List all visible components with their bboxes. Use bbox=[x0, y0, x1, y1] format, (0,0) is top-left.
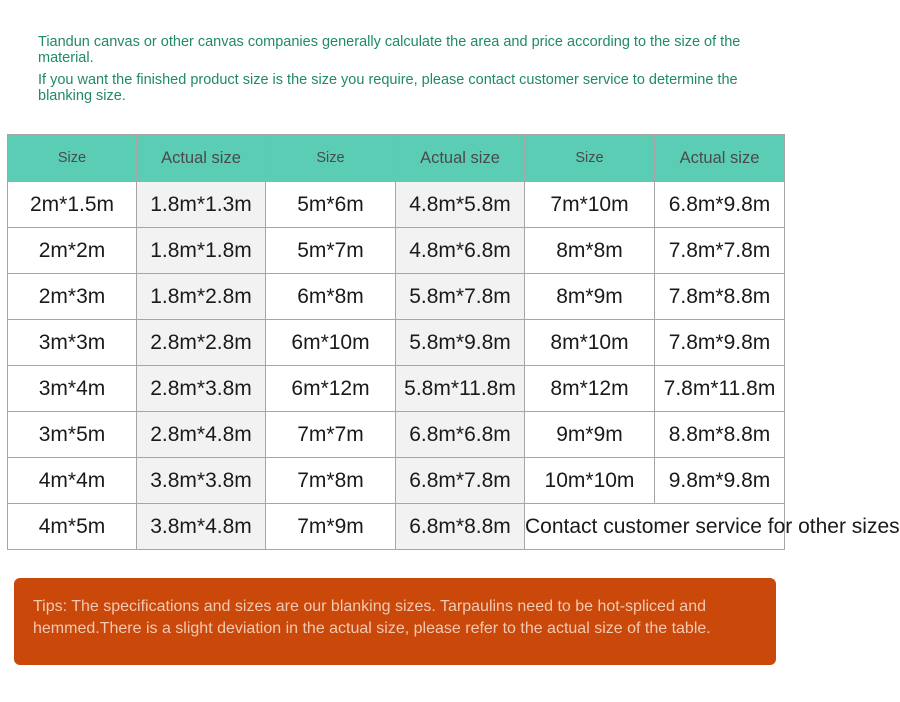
size-cell: 8m*10m bbox=[525, 320, 655, 366]
actual-size-cell: 4.8m*6.8m bbox=[396, 228, 525, 274]
header-size: Size bbox=[525, 135, 655, 182]
size-cell: 7m*8m bbox=[266, 458, 396, 504]
size-cell: 8m*9m bbox=[525, 274, 655, 320]
actual-size-cell: 2.8m*4.8m bbox=[137, 412, 266, 458]
actual-size-cell: 4.8m*5.8m bbox=[396, 182, 525, 228]
actual-size-cell: 3.8m*3.8m bbox=[137, 458, 266, 504]
size-table bbox=[7, 134, 900, 550]
contact-service-note: Contact customer service for other sizes bbox=[525, 504, 785, 550]
table-row bbox=[8, 366, 785, 412]
size-cell: 7m*10m bbox=[525, 182, 655, 228]
actual-size-cell: 3.8m*4.8m bbox=[137, 504, 266, 550]
actual-size-cell: 7.8m*9.8m bbox=[655, 320, 785, 366]
actual-size-cell: 1.8m*1.3m bbox=[137, 182, 266, 228]
actual-size-cell: 5.8m*7.8m bbox=[396, 274, 525, 320]
actual-size-cell: 1.8m*1.8m bbox=[137, 228, 266, 274]
size-cell: 3m*4m bbox=[8, 366, 137, 412]
table-row bbox=[8, 458, 785, 504]
size-cell: 4m*4m bbox=[8, 458, 137, 504]
size-cell: 3m*5m bbox=[8, 412, 137, 458]
actual-size-cell: 5.8m*11.8m bbox=[396, 366, 525, 412]
actual-size-cell: 6.8m*9.8m bbox=[655, 182, 785, 228]
size-cell: 4m*5m bbox=[8, 504, 137, 550]
table-row bbox=[8, 274, 785, 320]
actual-size-cell: 7.8m*11.8m bbox=[655, 366, 785, 412]
size-cell: 6m*8m bbox=[266, 274, 396, 320]
intro-text bbox=[38, 34, 758, 110]
actual-size-cell: 1.8m*2.8m bbox=[137, 274, 266, 320]
actual-size-cell: 6.8m*8.8m bbox=[396, 504, 525, 550]
size-cell: 2m*3m bbox=[8, 274, 137, 320]
size-cell: 10m*10m bbox=[525, 458, 655, 504]
size-cell: 8m*8m bbox=[525, 228, 655, 274]
header-actual-size: Actual size bbox=[396, 135, 525, 182]
actual-size-cell: 7.8m*8.8m bbox=[655, 274, 785, 320]
size-cell: 6m*10m bbox=[266, 320, 396, 366]
size-cell: 8m*12m bbox=[525, 366, 655, 412]
actual-size-cell: 2.8m*2.8m bbox=[137, 320, 266, 366]
actual-size-cell: 8.8m*8.8m bbox=[655, 412, 785, 458]
table-row bbox=[8, 412, 785, 458]
actual-size-cell: 6.8m*7.8m bbox=[396, 458, 525, 504]
table-row bbox=[8, 504, 785, 550]
size-cell: 3m*3m bbox=[8, 320, 137, 366]
table-header-row bbox=[8, 135, 785, 182]
actual-size-cell: 5.8m*9.8m bbox=[396, 320, 525, 366]
table-row bbox=[8, 320, 785, 366]
size-cell: 7m*7m bbox=[266, 412, 396, 458]
actual-size-cell: 9.8m*9.8m bbox=[655, 458, 785, 504]
actual-size-cell: 7.8m*7.8m bbox=[655, 228, 785, 274]
table-row bbox=[8, 228, 785, 274]
table-row bbox=[8, 182, 785, 228]
header-size: Size bbox=[266, 135, 396, 182]
actual-size-cell: 6.8m*6.8m bbox=[396, 412, 525, 458]
size-cell: 9m*9m bbox=[525, 412, 655, 458]
header-actual-size: Actual size bbox=[137, 135, 266, 182]
actual-size-cell: 2.8m*3.8m bbox=[137, 366, 266, 412]
intro-line-area-price: Tiandun canvas or other canvas companies generally calculate the area and price according to the size of the material. bbox=[38, 34, 741, 66]
header-size: Size bbox=[8, 135, 137, 182]
size-cell: 2m*2m bbox=[8, 228, 137, 274]
size-cell: 2m*1.5m bbox=[8, 182, 137, 228]
size-cell: 5m*7m bbox=[266, 228, 396, 274]
intro-line-contact-service: If you want the finished product size is the size you require, please contact customer service to determine the blanking size. bbox=[38, 72, 738, 104]
header-actual-size: Actual size bbox=[655, 135, 785, 182]
size-cell: 5m*6m bbox=[266, 182, 396, 228]
tips-text: Tips: The specifications and sizes are our blanking sizes. Tarpaulins need to be hot-spliced and hemmed.There is a slight deviation in the actual size, please refer to the actual size of the table. bbox=[33, 598, 711, 637]
tips-banner bbox=[14, 578, 776, 665]
size-cell: 6m*12m bbox=[266, 366, 396, 412]
size-cell: 7m*9m bbox=[266, 504, 396, 550]
